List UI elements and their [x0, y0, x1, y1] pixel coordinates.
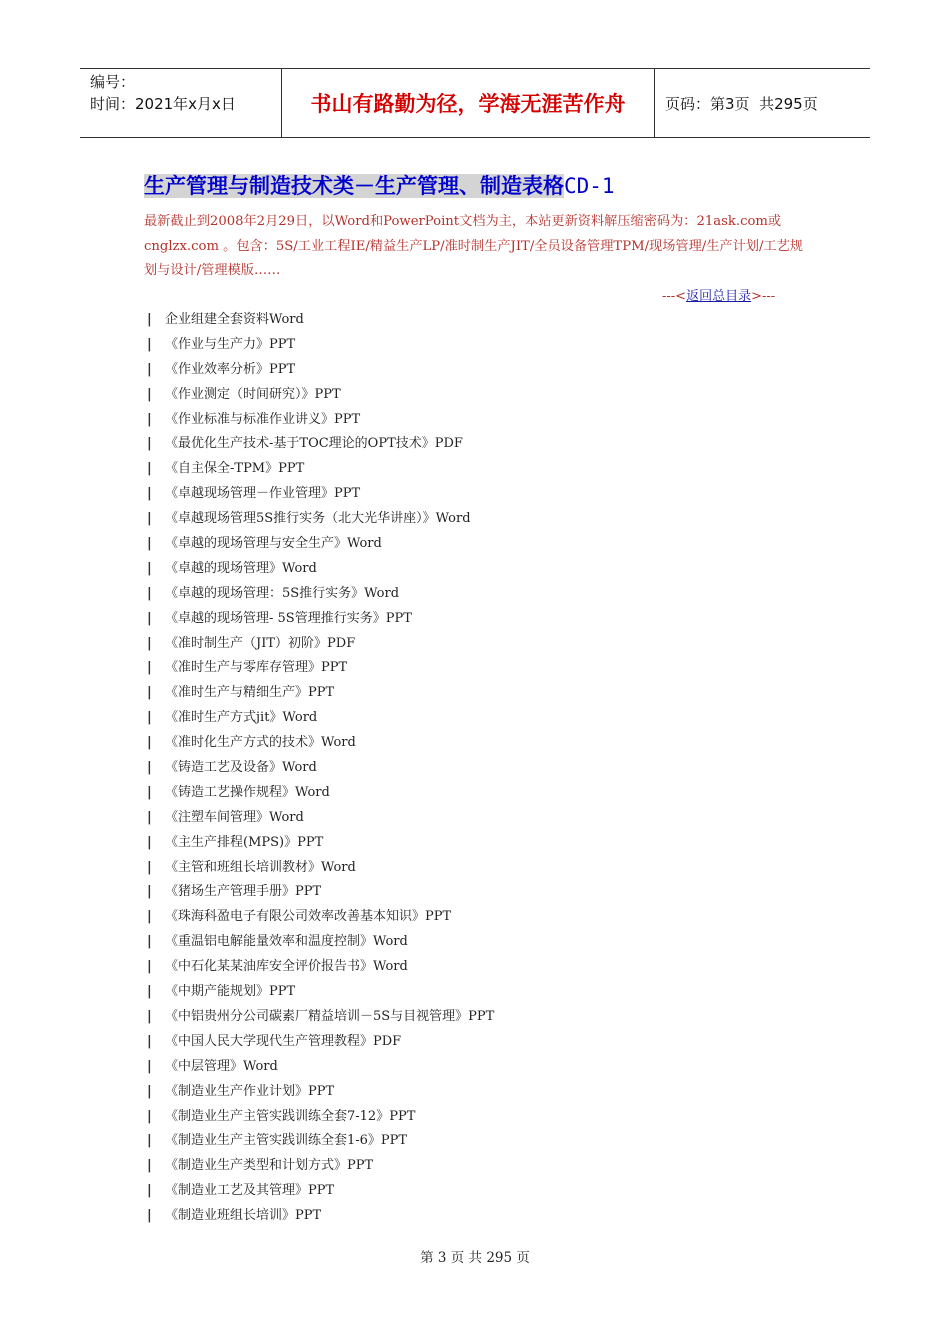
header-table — [80, 68, 870, 138]
bullet-bar: | — [147, 984, 152, 1000]
list-item[interactable] — [147, 557, 494, 582]
list-item[interactable] — [147, 1030, 494, 1055]
list-item-label: 《制造业生产类型和计划方式》PPT — [165, 1158, 374, 1174]
time-label: 时间：2021年x月x日 — [90, 95, 236, 113]
list-item[interactable] — [147, 806, 494, 831]
list-item-label: 《中国人民大学现代生产管理教程》PDF — [165, 1033, 402, 1049]
bullet-bar: | — [147, 760, 152, 776]
bullet-bar: | — [147, 809, 152, 825]
bullet-bar: | — [147, 685, 152, 701]
bullet-bar: | — [147, 959, 152, 975]
list-item[interactable] — [147, 980, 494, 1005]
list-item[interactable] — [147, 1005, 494, 1030]
serial-label: 编号： — [90, 73, 136, 91]
bullet-bar: | — [147, 1183, 152, 1199]
list-item-label: 《卓越的现场管理》Word — [165, 560, 317, 576]
header-motto: 书山有路勤为径，学海无涯苦作舟 — [282, 69, 655, 137]
list-item-label: 《作业测定（时间研究）》PPT — [165, 386, 341, 402]
list-item[interactable] — [147, 681, 494, 706]
list-item[interactable] — [147, 408, 494, 433]
list-item[interactable] — [147, 1080, 494, 1105]
bullet-bar: | — [147, 411, 152, 427]
bullet-bar: | — [147, 1133, 152, 1149]
bullet-bar: | — [147, 710, 152, 726]
list-item-label: 《中铝贵州分公司碳素厂精益培训－5S与目视管理》PPT — [165, 1008, 495, 1024]
list-item-label: 《中层管理》Word — [165, 1058, 278, 1074]
list-item[interactable] — [147, 781, 494, 806]
list-item-label: 《猪场生产管理手册》PPT — [165, 884, 322, 900]
list-item-label: 《卓越的现场管理- 5S管理推行实务》PPT — [165, 610, 412, 626]
list-item-label: 《制造业班组长培训》PPT — [165, 1208, 322, 1224]
list-item[interactable] — [147, 1154, 494, 1179]
list-item[interactable] — [147, 831, 494, 856]
bullet-bar: | — [147, 536, 152, 552]
bullet-bar: | — [147, 461, 152, 477]
bullet-bar: | — [147, 1158, 152, 1174]
list-item-label: 《中期产能规划》PPT — [165, 984, 296, 1000]
header-meta — [80, 69, 282, 137]
list-item-label: 《制造业生产主管实践训练全套1-6》PPT — [165, 1133, 408, 1149]
back-prefix: ---< — [662, 289, 687, 304]
list-item[interactable] — [147, 1179, 494, 1204]
list-item-label: 《卓越的现场管理：5S推行实务》Word — [165, 585, 400, 601]
page-title — [144, 170, 615, 200]
list-item[interactable] — [147, 856, 494, 881]
back-to-index — [662, 285, 775, 304]
bullet-bar: | — [147, 1108, 152, 1124]
list-item[interactable] — [147, 383, 494, 408]
bullet-bar: | — [147, 834, 152, 850]
list-item-label: 《制造业工艺及其管理》PPT — [165, 1183, 335, 1199]
list-item[interactable] — [147, 582, 494, 607]
list-item-label: 《卓越现场管理－作业管理》PPT — [165, 486, 361, 502]
title-main: 生产管理与制造技术类－生产管理、制造表格 — [144, 174, 564, 198]
list-item-label: 《制造业生产作业计划》PPT — [165, 1083, 335, 1099]
list-item-label: 《重温铝电解能量效率和温度控制》Word — [165, 934, 408, 950]
list-item[interactable] — [147, 507, 494, 532]
list-item-label: 《中石化某某油库安全评价报告书》Word — [165, 959, 408, 975]
list-item[interactable] — [147, 432, 494, 457]
list-item[interactable] — [147, 731, 494, 756]
bullet-bar: | — [147, 436, 152, 452]
bullet-bar: | — [147, 884, 152, 900]
list-item[interactable] — [147, 1129, 494, 1154]
list-item[interactable] — [147, 930, 494, 955]
page-info-label: 页码：第3页 共295页 — [665, 94, 818, 113]
bullet-bar: | — [147, 1033, 152, 1049]
list-item[interactable] — [147, 632, 494, 657]
intro-paragraph: 最新截止到2008年2月29日，以Word和PowerPoint文档为主，本站更新资料解压缩密码为：21ask.com或cnglzx.com 。包含：5S/工业工程IE/精益生产LP/准时制生产JIT/全员设备管理TPM/现场管理/生产计划/工艺规划与设计/管理模版…… — [144, 214, 803, 278]
list-item-label: 《准时制生产（JIT）初阶》PDF — [165, 635, 356, 651]
header-page-info — [655, 69, 870, 137]
bullet-bar: | — [147, 585, 152, 601]
bullet-bar: | — [147, 610, 152, 626]
bullet-bar: | — [147, 1058, 152, 1074]
bullet-bar: | — [147, 312, 152, 327]
list-item-label: 《自主保全-TPM》PPT — [165, 461, 305, 477]
list-item[interactable] — [147, 1105, 494, 1130]
list-item-label: 《准时生产与精细生产》PPT — [165, 685, 335, 701]
list-item-label: 《准时化生产方式的技术》Word — [165, 735, 356, 751]
list-item[interactable] — [147, 308, 494, 333]
list-item-label: 《准时生产与零库存管理》PPT — [165, 660, 348, 676]
list-item-label: 《主管和班组长培训教材》Word — [165, 859, 356, 875]
list-item[interactable] — [147, 1055, 494, 1080]
list-item-label: 企业组建全套资料Word — [165, 312, 304, 327]
list-item[interactable] — [147, 457, 494, 482]
bullet-bar: | — [147, 486, 152, 502]
bullet-bar: | — [147, 361, 152, 377]
list-item[interactable] — [147, 532, 494, 557]
bullet-bar: | — [147, 560, 152, 576]
list-item[interactable] — [147, 482, 494, 507]
list-item-label: 《准时生产方式jit》Word — [165, 710, 318, 726]
bullet-bar: | — [147, 635, 152, 651]
list-item-label: 《最优化生产技术-基于TOC理论的OPT技术》PDF — [165, 436, 463, 452]
list-item-label: 《制造业生产主管实践训练全套7-12》PPT — [165, 1108, 416, 1124]
bullet-bar: | — [147, 1083, 152, 1099]
list-item-label: 《卓越的现场管理与安全生产》Word — [165, 536, 382, 552]
list-item[interactable] — [147, 880, 494, 905]
list-item[interactable] — [147, 706, 494, 731]
bullet-bar: | — [147, 934, 152, 950]
bullet-bar: | — [147, 660, 152, 676]
list-item[interactable] — [147, 756, 494, 781]
bullet-bar: | — [147, 909, 152, 925]
list-item-label: 《作业标准与标准作业讲义》PPT — [165, 411, 361, 427]
list-item-label: 《主生产排程(MPS)》PPT — [165, 834, 324, 850]
back-suffix: >--- — [751, 289, 776, 304]
list-item[interactable] — [147, 905, 494, 930]
bullet-bar: | — [147, 859, 152, 875]
list-item-label: 《作业与生产力》PPT — [165, 336, 296, 352]
bullet-bar: | — [147, 735, 152, 751]
page-footer: 第 3 页 共 295 页 — [420, 1250, 530, 1266]
list-item[interactable] — [147, 955, 494, 980]
bullet-bar: | — [147, 336, 152, 352]
back-to-index-link[interactable]: 返回总目录 — [686, 289, 752, 304]
document-list — [147, 308, 494, 1229]
list-item[interactable] — [147, 1204, 494, 1229]
list-item-label: 《作业效率分析》PPT — [165, 361, 296, 377]
list-item[interactable] — [147, 358, 494, 383]
bullet-bar: | — [147, 386, 152, 402]
list-item-label: 《卓越现场管理5S推行实务（北大光华讲座）》Word — [165, 511, 471, 527]
bullet-bar: | — [147, 511, 152, 527]
bullet-bar: | — [147, 1208, 152, 1224]
list-item-label: 《铸造工艺及设备》Word — [165, 760, 317, 776]
list-item-label: 《铸造工艺操作规程》Word — [165, 784, 330, 800]
list-item[interactable] — [147, 607, 494, 632]
bullet-bar: | — [147, 1008, 152, 1024]
title-suffix: CD-1 — [564, 174, 615, 198]
list-item-label: 《珠海科盈电子有限公司效率改善基本知识》PPT — [165, 909, 452, 925]
list-item-label: 《注塑车间管理》Word — [165, 809, 304, 825]
bullet-bar: | — [147, 784, 152, 800]
list-item[interactable] — [147, 656, 494, 681]
list-item[interactable] — [147, 333, 494, 358]
